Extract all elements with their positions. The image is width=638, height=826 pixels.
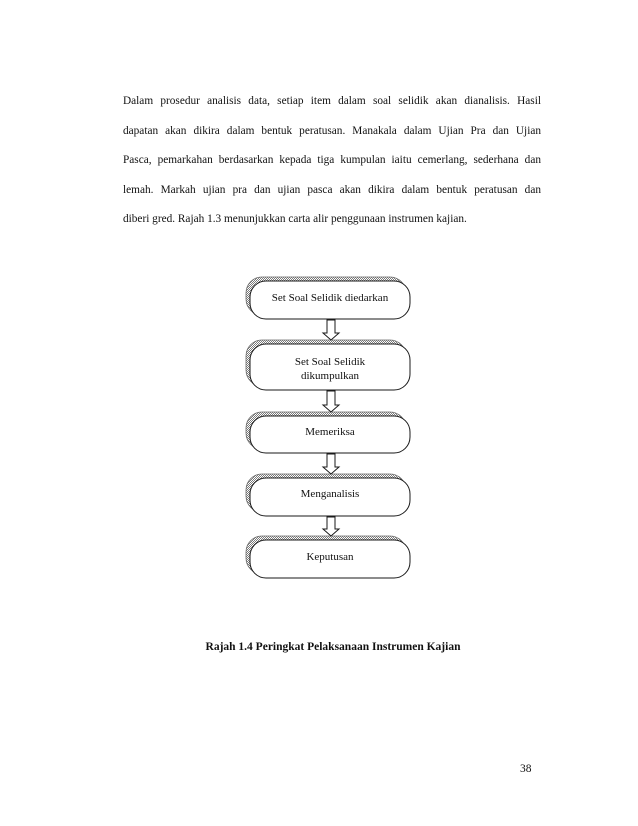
flow-step-label [250,488,410,502]
flow-step-text: Menganalisis [300,488,360,500]
flow-step-text: dikumpulkan [300,369,360,382]
flow-step-text: Keputusan [306,551,354,563]
flow-step-text: Memeriksa [305,426,355,438]
figure-caption: Rajah 1.4 Peringkat Pelaksanaan Instrumen Kajian [205,641,461,653]
flow-arrow [323,391,339,412]
page-number: 38 [520,763,532,775]
flow-arrow [323,320,339,340]
flow-arrow [323,517,339,536]
paragraph-line: Dalam prosedur analisis data, setiap item dalam soal selidik akan dianalisis. Hasil [123,95,541,107]
flow-step-label [250,292,410,306]
flow-step-label [250,356,410,383]
flow-step-label [250,551,410,565]
flow-arrow [323,454,339,474]
paragraph-line: lemah. Markah ujian pra dan ujian pasca akan dikira dalam bentuk peratusan dan [123,183,541,196]
paragraph-line: diberi gred. Rajah 1.3 menunjukkan carta alir penggunaan instrumen kajian. [123,213,467,226]
flow-step-label [250,426,410,440]
flow-step-text: Set Soal Selidik diedarkan [271,292,389,304]
paragraph-line: Pasca, pemarkahan berdasarkan kepada tiga kumpulan iaitu cemerlang, sederhana dan [123,154,541,167]
paragraph-line: dapatan akan dikira dalam bentuk peratusan. Manakala dalam Ujian Pra dan Ujian [123,124,541,137]
flow-step-text: Set Soal Selidik [294,356,366,368]
